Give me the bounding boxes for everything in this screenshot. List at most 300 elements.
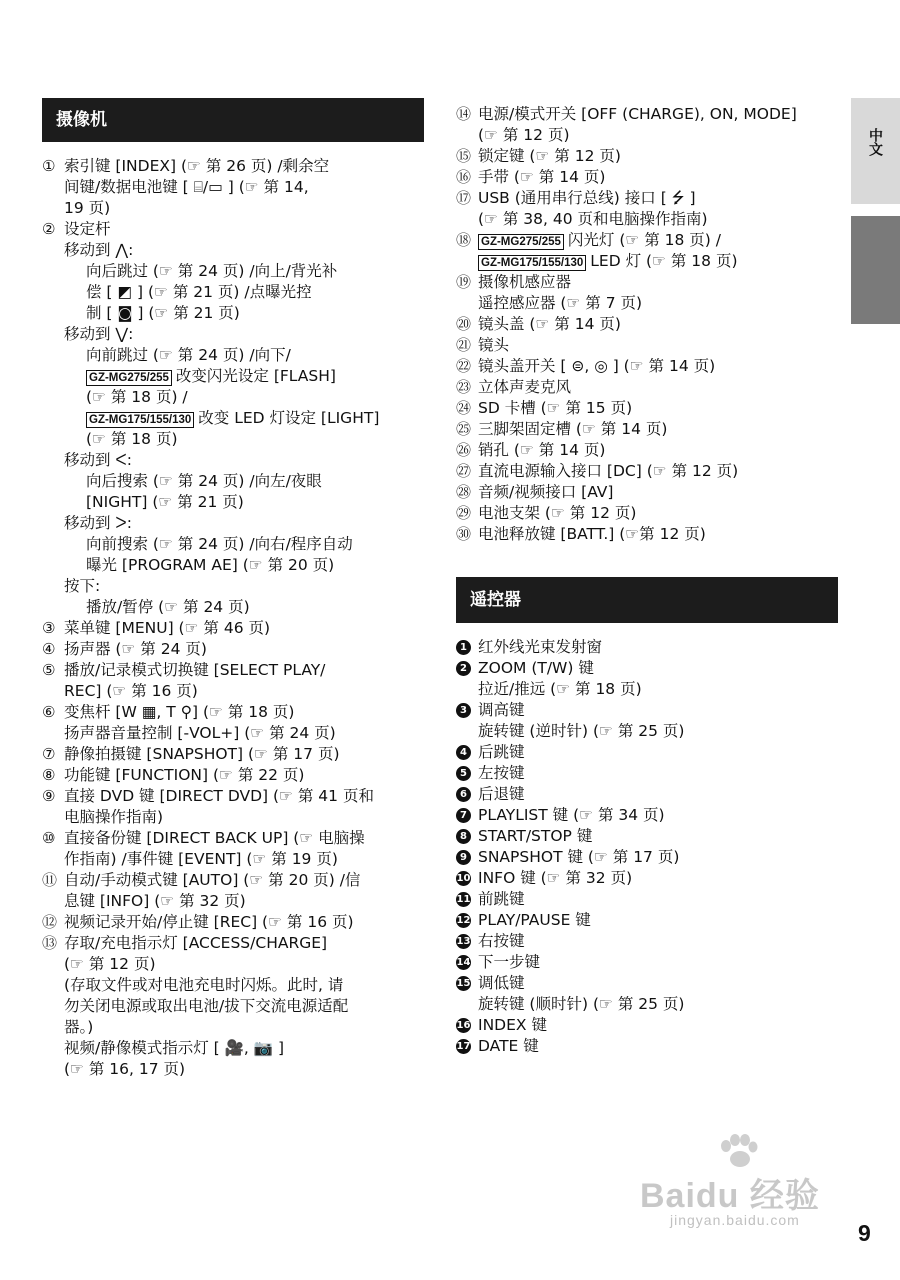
item-line [478, 826, 838, 847]
item-body [478, 805, 838, 826]
list-item [456, 784, 838, 805]
item-number: 16 [456, 1020, 471, 1031]
item-line [478, 482, 838, 503]
item-text: SNAPSHOT 键 (☞ 第 17 页) [478, 848, 680, 866]
camera-parts-list [42, 156, 424, 1080]
item-line [64, 156, 424, 177]
item-text: 向前搜索 (☞ 第 24 页) /向右/程序自动 [86, 535, 353, 553]
item-number: ㉗ [456, 462, 472, 480]
list-item [42, 870, 424, 912]
item-number: ㉑ [456, 336, 472, 354]
list-item [456, 524, 838, 545]
item-line [64, 1038, 424, 1059]
remote-section-title: 遥控器 [456, 577, 838, 623]
item-text: 镜头盖 (☞ 第 14 页) [478, 315, 621, 333]
item-number: ⑮ [456, 147, 472, 165]
item-body [478, 167, 838, 188]
item-text: 向前跳过 (☞ 第 24 页) /向下/ [86, 346, 291, 364]
language-tab-chinese[interactable] [851, 98, 900, 204]
list-item [456, 763, 838, 784]
item-number: ⑨ [42, 787, 56, 805]
item-line [478, 398, 838, 419]
item-line [478, 1015, 838, 1036]
list-item [456, 482, 838, 503]
remote-parts-list [456, 637, 838, 1057]
item-text: 按下: [64, 577, 101, 595]
item-text: (☞ 第 18 页) [86, 430, 178, 448]
model-badge: GZ-MG175/155/130 [478, 255, 586, 271]
item-text: 音频/视频接口 [AV] [478, 483, 614, 501]
item-body [478, 763, 838, 784]
list-item [456, 461, 838, 482]
item-text: 视频/静像模式指示灯 [ 🎥, 📷 ] [64, 1039, 285, 1057]
item-line [64, 639, 424, 660]
item-text: 前跳键 [478, 890, 525, 908]
item-text: 播放/记录模式切换键 [SELECT PLAY/ [64, 661, 326, 679]
item-text: 制 [ ◙ ] (☞ 第 21 页) [86, 304, 240, 322]
item-body [478, 637, 838, 658]
item-body [478, 482, 838, 503]
item-text: 间键/数据电池键 [ ⌸/▭ ] (☞ 第 14, [64, 178, 309, 196]
item-line [64, 471, 424, 492]
item-line [64, 198, 424, 219]
item-text: 静像拍摄键 [SNAPSHOT] (☞ 第 17 页) [64, 745, 340, 763]
item-body [478, 1015, 838, 1036]
item-text: DATE 键 [478, 1037, 539, 1055]
item-number: ㉖ [456, 441, 472, 459]
item-line [478, 440, 838, 461]
item-body [478, 889, 838, 910]
item-number: ⑦ [42, 745, 56, 763]
item-line [478, 784, 838, 805]
item-body [478, 658, 838, 700]
item-line [478, 209, 838, 230]
item-number: ⑰ [456, 189, 472, 207]
item-number: ⑳ [456, 315, 472, 333]
list-item [456, 356, 838, 377]
list-item [42, 933, 424, 1080]
watermark-brand: Baidu 经验 [640, 1177, 820, 1215]
list-item [456, 398, 838, 419]
item-text: 摄像机感应器 [478, 273, 572, 291]
item-body [478, 952, 838, 973]
item-line [64, 450, 424, 471]
item-line [64, 975, 424, 996]
model-badge: GZ-MG275/255 [478, 234, 564, 250]
list-item [456, 272, 838, 314]
item-body [478, 1036, 838, 1057]
item-number: ⑤ [42, 661, 56, 679]
item-number: 13 [456, 936, 471, 947]
item-line [478, 910, 838, 931]
item-line [64, 345, 424, 366]
item-number: ⑲ [456, 273, 472, 291]
item-text: 左按键 [478, 764, 525, 782]
item-number: ⑧ [42, 766, 56, 784]
item-line [478, 251, 838, 272]
item-line [64, 660, 424, 681]
item-line [478, 125, 838, 146]
list-item [42, 702, 424, 744]
item-number: 9 [456, 850, 471, 865]
item-text: 改变 LED 灯设定 [LIGHT] [198, 409, 380, 427]
item-body [478, 356, 838, 377]
item-line [64, 366, 424, 387]
item-text: 立体声麦克风 [478, 378, 572, 396]
item-text: 红外线光束发射窗 [478, 638, 603, 656]
item-line [478, 952, 838, 973]
list-item [456, 419, 838, 440]
list-item [42, 639, 424, 660]
item-number: ④ [42, 640, 56, 658]
item-text: (☞ 第 18 页) / [86, 388, 188, 406]
item-number: 15 [456, 978, 471, 989]
item-text: 向后跳过 (☞ 第 24 页) /向上/背光补 [86, 262, 338, 280]
item-text: 后退键 [478, 785, 525, 803]
item-text: INDEX 键 [478, 1016, 547, 1034]
list-item [456, 146, 838, 167]
item-body [478, 440, 838, 461]
item-line [478, 742, 838, 763]
item-text: 电脑操作指南) [64, 808, 164, 826]
item-line [478, 524, 838, 545]
item-line [478, 868, 838, 889]
item-text: 下一步键 [478, 953, 541, 971]
list-item [456, 167, 838, 188]
item-text: [NIGHT] (☞ 第 21 页) [86, 493, 244, 511]
item-number: ㉒ [456, 357, 472, 375]
item-number: ② [42, 220, 56, 238]
item-text: (☞ 第 12 页) [64, 955, 156, 973]
item-body [478, 335, 838, 356]
item-text: ZOOM (T/W) 键 [478, 659, 594, 677]
item-text: 变焦杆 [W ▦, T ⚲] (☞ 第 18 页) [64, 703, 295, 721]
item-text: 旋转键 (逆时针) (☞ 第 25 页) [478, 722, 685, 740]
item-line [478, 230, 838, 251]
list-item [456, 931, 838, 952]
item-body [478, 826, 838, 847]
item-number: 7 [456, 808, 471, 823]
item-text: 遥控感应器 (☞ 第 7 页) [478, 294, 643, 312]
list-item [456, 377, 838, 398]
baidu-watermark [640, 1130, 840, 1230]
item-body [478, 524, 838, 545]
item-text: 扬声器音量控制 [-VOL+] (☞ 第 24 页) [64, 724, 336, 742]
item-body [64, 786, 424, 828]
list-item [456, 868, 838, 889]
list-item [456, 503, 838, 524]
item-body [478, 419, 838, 440]
item-body [478, 272, 838, 314]
item-text: 移动到 ᐸ: [64, 451, 132, 469]
item-number: 8 [456, 829, 471, 844]
item-line [64, 429, 424, 450]
item-text: 视频记录开始/停止键 [REC] (☞ 第 16 页) [64, 913, 354, 931]
list-item [456, 658, 838, 700]
item-line [478, 658, 838, 679]
item-line [478, 356, 838, 377]
item-text: LED 灯 (☞ 第 18 页) [590, 252, 738, 270]
item-line [64, 387, 424, 408]
item-body [64, 660, 424, 702]
item-line [64, 702, 424, 723]
item-line [478, 461, 838, 482]
item-number: 4 [456, 745, 471, 760]
list-item [456, 700, 838, 742]
item-number: 14 [456, 957, 471, 968]
item-body [478, 314, 838, 335]
item-line [64, 954, 424, 975]
item-number: ③ [42, 619, 56, 637]
item-number: 17 [456, 1041, 471, 1052]
item-line [64, 870, 424, 891]
item-line [478, 973, 838, 994]
item-line [64, 240, 424, 261]
item-text: 三脚架固定槽 (☞ 第 14 页) [478, 420, 668, 438]
list-item [42, 912, 424, 933]
item-number: 11 [456, 894, 471, 905]
item-text: 作指南) /事件键 [EVENT] (☞ 第 19 页) [64, 850, 338, 868]
item-line [64, 303, 424, 324]
item-body [478, 973, 838, 1015]
item-number: ⑬ [42, 934, 58, 952]
item-text: (存取文件或对电池充电时闪烁。此时, 请 [64, 976, 344, 994]
item-text: 拉近/推远 (☞ 第 18 页) [478, 680, 642, 698]
item-text: 移动到 ᐳ: [64, 514, 132, 532]
item-line [64, 891, 424, 912]
item-text: 镜头 [478, 336, 510, 354]
item-line [64, 597, 424, 618]
list-item [456, 742, 838, 763]
item-text: (☞ 第 12 页) [478, 126, 570, 144]
item-text: 移动到 ⋁: [64, 325, 134, 343]
item-line [478, 994, 838, 1015]
list-item [42, 828, 424, 870]
list-item [42, 744, 424, 765]
item-number: 3 [456, 703, 471, 718]
item-line [64, 1017, 424, 1038]
item-text: 右按键 [478, 932, 525, 950]
item-line [64, 576, 424, 597]
item-text: (☞ 第 16, 17 页) [64, 1060, 186, 1078]
item-text: 旋转键 (顺时针) (☞ 第 25 页) [478, 995, 685, 1013]
item-line [64, 219, 424, 240]
item-number: ㉕ [456, 420, 472, 438]
list-item [456, 230, 838, 272]
item-body [64, 765, 424, 786]
item-line [64, 744, 424, 765]
item-body [64, 618, 424, 639]
item-text: 镜头盖开关 [ ⊜, ◎ ] (☞ 第 14 页) [478, 357, 716, 375]
page-number: 9 [858, 1220, 871, 1246]
list-item [456, 847, 838, 868]
list-item [456, 952, 838, 973]
item-body [478, 377, 838, 398]
list-item [456, 637, 838, 658]
item-number: ① [42, 157, 56, 175]
item-number: ⑩ [42, 829, 56, 847]
list-item [42, 786, 424, 828]
item-line [64, 534, 424, 555]
item-line [478, 763, 838, 784]
list-item [42, 618, 424, 639]
item-line [478, 335, 838, 356]
item-text: 功能键 [FUNCTION] (☞ 第 22 页) [64, 766, 305, 784]
item-body [478, 700, 838, 742]
item-line [64, 912, 424, 933]
item-text: 曝光 [PROGRAM AE] (☞ 第 20 页) [86, 556, 335, 574]
item-line [64, 555, 424, 576]
item-text: (☞ 第 38, 40 页和电脑操作指南) [478, 210, 708, 228]
left-column [42, 98, 424, 1080]
item-line [64, 492, 424, 513]
item-text: 向后搜索 (☞ 第 24 页) /向左/夜眼 [86, 472, 322, 490]
right-column [456, 104, 838, 1057]
list-item [42, 660, 424, 702]
item-body [478, 910, 838, 931]
item-line [64, 765, 424, 786]
item-text: 锁定键 (☞ 第 12 页) [478, 147, 621, 165]
item-text: 播放/暂停 (☞ 第 24 页) [86, 598, 250, 616]
item-number: 12 [456, 915, 471, 926]
item-number: 6 [456, 787, 471, 802]
item-line [64, 408, 424, 429]
item-line [478, 847, 838, 868]
item-line [478, 314, 838, 335]
item-line [478, 721, 838, 742]
item-body [64, 870, 424, 912]
item-body [478, 868, 838, 889]
list-item [456, 440, 838, 461]
item-line [478, 377, 838, 398]
item-line [64, 1059, 424, 1080]
item-text: 19 页) [64, 199, 111, 217]
item-text: 电池释放键 [BATT.] (☞第 12 页) [478, 525, 706, 543]
list-item [456, 1015, 838, 1036]
item-line [478, 293, 838, 314]
item-line [64, 324, 424, 345]
list-item [456, 826, 838, 847]
item-text: 直流电源输入接口 [DC] (☞ 第 12 页) [478, 462, 739, 480]
item-line [478, 679, 838, 700]
item-line [478, 637, 838, 658]
item-body [64, 702, 424, 744]
item-body [478, 398, 838, 419]
item-number: ㉓ [456, 378, 472, 396]
watermark-url: jingyan.baidu.com [670, 1212, 800, 1228]
list-item [456, 314, 838, 335]
item-body [478, 931, 838, 952]
model-badge: GZ-MG175/155/130 [86, 412, 194, 428]
list-item [456, 805, 838, 826]
list-item [456, 973, 838, 1015]
item-number: ㉚ [456, 525, 472, 543]
item-body [478, 188, 838, 230]
camera-section-title: 摄像机 [42, 98, 424, 142]
item-text: 存取/充电指示灯 [ACCESS/CHARGE] [64, 934, 328, 952]
item-line [64, 513, 424, 534]
language-tab-label: 中文 [867, 128, 883, 156]
list-item [456, 889, 838, 910]
item-text: START/STOP 键 [478, 827, 593, 845]
item-line [478, 188, 838, 209]
list-item [456, 335, 838, 356]
item-number: 1 [456, 640, 471, 655]
item-line [478, 700, 838, 721]
item-body [478, 461, 838, 482]
item-text: 器。) [64, 1018, 94, 1036]
item-line [478, 272, 838, 293]
item-body [64, 156, 424, 219]
item-text: 扬声器 (☞ 第 24 页) [64, 640, 207, 658]
item-text: 移动到 ⋀: [64, 241, 134, 259]
item-text: PLAY/PAUSE 键 [478, 911, 591, 929]
section-spacer [456, 545, 838, 577]
item-number: 2 [456, 661, 471, 676]
item-number: ⑱ [456, 231, 472, 249]
item-body [478, 104, 838, 146]
item-text: 直接备份键 [DIRECT BACK UP] (☞ 电脑操 [64, 829, 365, 847]
item-text: PLAYLIST 键 (☞ 第 34 页) [478, 806, 665, 824]
item-text: 改变闪光设定 [FLASH] [175, 367, 336, 385]
item-number: ⑯ [456, 168, 472, 186]
item-line [478, 146, 838, 167]
item-text: SD 卡槽 (☞ 第 15 页) [478, 399, 633, 417]
item-text: 设定杆 [64, 220, 111, 238]
list-item [456, 910, 838, 931]
item-line [64, 828, 424, 849]
item-line [478, 1036, 838, 1057]
item-number: 5 [456, 766, 471, 781]
item-text: 后跳键 [478, 743, 525, 761]
item-text: 直接 DVD 键 [DIRECT DVD] (☞ 第 41 页和 [64, 787, 374, 805]
item-line [64, 618, 424, 639]
item-number: ⑭ [456, 105, 472, 123]
item-text: 调高键 [478, 701, 525, 719]
item-text: 息键 [INFO] (☞ 第 32 页) [64, 892, 246, 910]
item-text: 菜单键 [MENU] (☞ 第 46 页) [64, 619, 271, 637]
item-line [64, 996, 424, 1017]
item-body [64, 933, 424, 1080]
item-line [478, 419, 838, 440]
item-text: REC] (☞ 第 16 页) [64, 682, 198, 700]
item-body [478, 503, 838, 524]
item-line [478, 805, 838, 826]
section-tab-marker [851, 216, 900, 324]
item-number: ⑫ [42, 913, 58, 931]
item-number: ㉔ [456, 399, 472, 417]
camera-parts-list-continued [456, 104, 838, 545]
item-text: 索引键 [INDEX] (☞ 第 26 页) /剩余空 [64, 157, 330, 175]
item-line [64, 807, 424, 828]
item-body [478, 230, 838, 272]
item-line [478, 167, 838, 188]
item-text: 闪光灯 (☞ 第 18 页) / [567, 231, 721, 249]
item-body [478, 146, 838, 167]
item-text: 调低键 [478, 974, 525, 992]
item-text: 偿 [ ◩ ] (☞ 第 21 页) /点曝光控 [86, 283, 312, 301]
item-body [478, 784, 838, 805]
item-line [64, 177, 424, 198]
item-line [478, 931, 838, 952]
item-number: ⑪ [42, 871, 58, 889]
item-text: 自动/手动模式键 [AUTO] (☞ 第 20 页) /信 [64, 871, 361, 889]
item-line [478, 889, 838, 910]
list-item [42, 765, 424, 786]
item-number: ㉙ [456, 504, 472, 522]
item-body [64, 828, 424, 870]
item-number: ㉘ [456, 483, 472, 501]
